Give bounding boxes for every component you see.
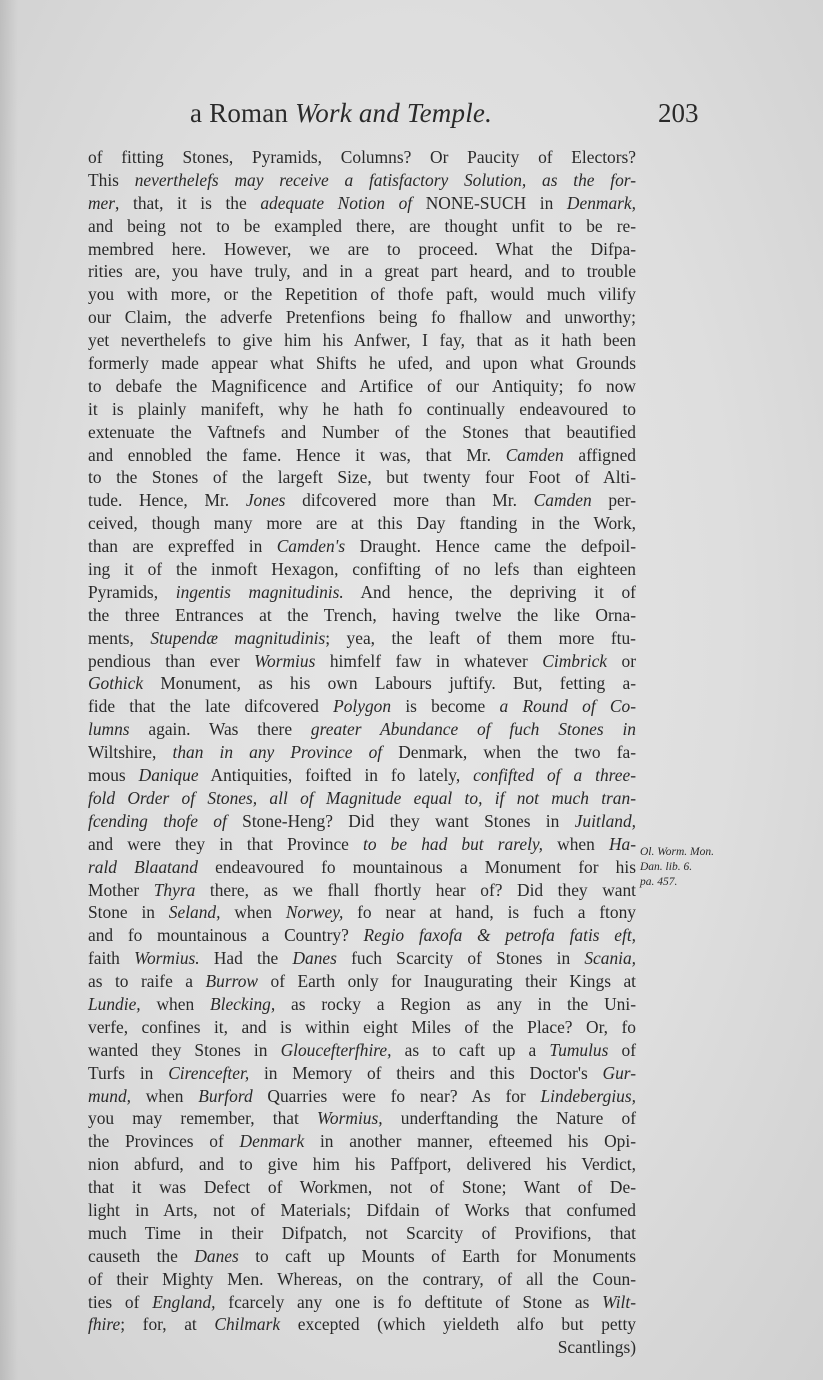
- text-line: [88, 215, 636, 238]
- italic-run: fcending thofe of: [88, 810, 227, 831]
- text-run: Pyramids,: [88, 581, 176, 602]
- text-line: [88, 741, 636, 764]
- italic-run: Wormius,: [317, 1108, 383, 1129]
- text-run: as to raife a: [88, 971, 206, 992]
- italic-run: Denmark: [239, 1131, 305, 1152]
- italic-run: mer: [88, 192, 116, 213]
- text-run: as to caft up a: [391, 1039, 550, 1060]
- text-line: [88, 169, 636, 192]
- text-run: extenuate the Vaftnefs and Number of the Stones that beautified: [88, 421, 636, 442]
- text-run: light in Arts, not of Materials; Difdain of Works that confumed: [88, 1199, 636, 1220]
- text-run: Wiltshire,: [88, 742, 173, 763]
- text-line: [88, 947, 636, 970]
- text-line: [88, 329, 636, 352]
- text-line: [88, 421, 636, 444]
- text-run: the Provinces of: [88, 1131, 240, 1152]
- italic-run: Burrow: [205, 971, 259, 992]
- italic-run: Norwey,: [285, 902, 344, 923]
- italic-run: Burford: [198, 1085, 253, 1106]
- text-line: [88, 535, 636, 558]
- text-line: [88, 444, 636, 467]
- text-line: [88, 1085, 636, 1108]
- italic-run: Denmark,: [566, 192, 636, 213]
- italic-run: Stupendæ magnitudinis: [150, 627, 326, 648]
- text-line: [88, 627, 636, 650]
- text-run: when: [543, 833, 609, 854]
- text-line: [88, 764, 636, 787]
- italic-run: ingentis magnitudinis.: [175, 581, 344, 602]
- text-line: [88, 993, 636, 1016]
- italic-run: Wormius: [254, 650, 316, 671]
- text-run: ; yea, the leaft of them more ftu-: [325, 627, 636, 648]
- text-line: [88, 1291, 636, 1314]
- italic-run: fhire: [88, 1314, 121, 1335]
- text-run: of their Mighty Men. Whereas, on the contrary, of all the Coun-: [88, 1268, 636, 1289]
- text-line: [88, 283, 636, 306]
- text-run: causeth the: [88, 1245, 195, 1266]
- text-run: there, as we fhall fhortly hear of? Did they want: [195, 879, 636, 900]
- text-run: Antiquities, foifted in fo lately,: [198, 765, 474, 786]
- italic-run: mund,: [88, 1085, 131, 1106]
- text-line: [88, 718, 636, 741]
- text-line: [88, 466, 636, 489]
- text-line: [88, 581, 636, 604]
- text-line: [88, 192, 636, 215]
- italic-run: Camden's: [276, 536, 346, 557]
- text-line: [88, 901, 636, 924]
- text-line: [88, 1245, 636, 1268]
- text-run: Stone in: [88, 902, 169, 923]
- text-line: [88, 146, 636, 169]
- text-run: himfelf faw in whatever: [315, 650, 543, 671]
- text-run: and fo mountainous a Country?: [88, 925, 364, 946]
- text-run: much Time in their Difpatch, not Scarcity of Provifions, that: [88, 1222, 636, 1243]
- text-run: pendious than ever: [88, 650, 255, 671]
- italic-run: Tumulus: [549, 1039, 609, 1060]
- running-head: [190, 98, 492, 129]
- margin-note-line: Dan. lib. 6.: [640, 861, 693, 873]
- text-run: or: [607, 650, 637, 671]
- italic-run: England,: [152, 1291, 216, 1312]
- text-run: Scantlings): [557, 1337, 636, 1358]
- text-run: of fitting Stones, Pyramids, Columns? Or Paucity of Electors?: [88, 147, 636, 167]
- text-run: This: [88, 169, 135, 190]
- italic-run: a Round of Co-: [499, 696, 636, 717]
- text-run: is become: [391, 696, 500, 717]
- text-line: [88, 489, 636, 512]
- text-run: affigned: [563, 444, 636, 465]
- text-run: Turfs in: [88, 1062, 169, 1083]
- text-run: fcarcely any one is fo deftitute of Stone as: [215, 1291, 603, 1312]
- text-run: when: [131, 1085, 199, 1106]
- text-line: [88, 604, 636, 627]
- text-line: [88, 833, 636, 856]
- italic-run: Cirencefter,: [168, 1062, 250, 1083]
- text-run: wanted they Stones in: [88, 1039, 281, 1060]
- text-run: and ennobled the fame. Hence it was, that Mr.: [88, 444, 506, 465]
- text-run: faith: [88, 948, 135, 969]
- italic-run: Polygon: [333, 696, 392, 717]
- italic-run: Blecking,: [210, 993, 276, 1014]
- text-line: [88, 1062, 636, 1085]
- italic-run: Wormius.: [134, 948, 200, 969]
- text-line: [88, 1199, 636, 1222]
- text-run: again. Was there: [129, 719, 311, 740]
- text-run: to the Stones of the largeft Size, but twenty four Foot of Alti-: [88, 467, 636, 488]
- text-run: Mother: [88, 879, 154, 900]
- text-line: [88, 375, 636, 398]
- text-run: verfe, confines it, and is within eight Miles of the Place? Or, fo: [88, 1016, 636, 1037]
- italic-run: Danes: [194, 1245, 239, 1266]
- body-text: [88, 146, 636, 1359]
- text-line: [88, 306, 636, 329]
- italic-run: Chilmark: [214, 1314, 281, 1335]
- text-run: and were they in that Province: [88, 833, 364, 854]
- text-run: Draught. Hence came the defpoil-: [345, 536, 637, 557]
- italic-run: lumns: [88, 719, 130, 740]
- text-line: [88, 810, 636, 833]
- text-run: Had the: [199, 948, 293, 969]
- text-run: Quarries were fo near? As for: [252, 1085, 541, 1106]
- text-run: tude. Hence, Mr.: [88, 490, 246, 511]
- text-line: [88, 879, 636, 902]
- italic-run: Lindebergius,: [540, 1085, 636, 1106]
- text-run: Stone-Heng? Did they want Stones in: [226, 810, 575, 831]
- text-run: to caft up Mounts of Earth for Monuments: [238, 1245, 637, 1266]
- italic-run: Gothick: [88, 673, 144, 694]
- text-run: formerly made appear what Shifts he ufed, and upon what Grounds: [88, 353, 636, 374]
- text-line: [88, 238, 636, 261]
- text-run: , that, it is the: [115, 192, 261, 213]
- running-head-plain: a Roman: [190, 98, 296, 128]
- italic-run: Jones: [245, 490, 286, 511]
- text-run: ing it of the inmoft Hexagon, confifting of no lefs than eighteen: [88, 559, 636, 580]
- text-run: Denmark, when the two fa-: [382, 742, 637, 763]
- text-line: [88, 512, 636, 535]
- italic-run: Danes: [292, 948, 337, 969]
- text-line: [88, 1107, 636, 1130]
- italic-run: Seland,: [168, 902, 221, 923]
- italic-run: Thyra: [153, 879, 196, 900]
- text-line: [88, 352, 636, 375]
- text-line: [88, 1039, 636, 1062]
- text-run: of: [608, 1039, 636, 1060]
- text-run: when: [140, 993, 210, 1014]
- text-line: [88, 1153, 636, 1176]
- italic-run: Gur-: [602, 1062, 636, 1083]
- italic-run: Camden: [505, 444, 564, 465]
- text-run: nion abfurd, and to give him his Paffport, delivered his Verdict,: [88, 1154, 636, 1175]
- text-line: [88, 1313, 636, 1336]
- text-line: [88, 856, 636, 879]
- text-run: as rocky a Region as any in the Uni-: [275, 993, 636, 1014]
- text-line: [88, 1268, 636, 1291]
- text-run: ; for, at: [120, 1314, 215, 1335]
- text-line: [88, 672, 636, 695]
- italic-run: rald Blaatand: [88, 856, 198, 877]
- italic-run: Wilt-: [602, 1291, 636, 1312]
- page-number: 203: [658, 98, 699, 128]
- text-line: [88, 1336, 636, 1359]
- italic-run: Danique: [138, 765, 199, 786]
- text-line: [88, 650, 636, 673]
- text-run: rities are, you have truly, and in a great part heard, and to trouble: [88, 261, 636, 282]
- italic-run: adequate Notion of: [260, 192, 413, 213]
- text-run: fo near at hand, is fuch a ftony: [343, 902, 636, 923]
- text-run: ties of: [88, 1291, 153, 1312]
- text-line: [88, 558, 636, 581]
- italic-run: Juitland,: [574, 810, 636, 831]
- italic-run: Cimbrick: [542, 650, 608, 671]
- text-run: of Earth only for Inaugurating their Kings at: [258, 971, 636, 992]
- page-header: [0, 98, 823, 138]
- text-run: in Memory of theirs and this Doctor's: [249, 1062, 603, 1083]
- text-line: [88, 970, 636, 993]
- text-line: [88, 1130, 636, 1153]
- margin-note-line: pa. 457.: [640, 876, 678, 888]
- text-run: endeavoured fo mountainous a Monument for his: [197, 856, 636, 877]
- text-run: ments,: [88, 627, 151, 648]
- italic-run: greater Abundance of fuch Stones in: [310, 719, 636, 740]
- text-run: difcovered more than Mr.: [285, 490, 534, 511]
- text-line: [88, 1222, 636, 1245]
- italic-run: neverthelefs may receive a fatisfactory Solution, as the for-: [134, 169, 637, 190]
- text-run: Monument, as his own Labours juftify. But, fetting a-: [143, 673, 636, 694]
- text-run: when: [220, 902, 286, 923]
- margin-note-line: Ol. Worm. Mon.: [640, 846, 715, 858]
- text-run: than are expreffed in: [88, 536, 277, 557]
- italic-run: Gloucefterfhire,: [280, 1039, 392, 1060]
- text-line: [88, 1176, 636, 1199]
- text-run: and being not to be exampled there, are thought unfit to be re-: [88, 215, 636, 236]
- text-line: [88, 1016, 636, 1039]
- text-run: excepted (which yieldeth alfo but petty: [280, 1314, 636, 1335]
- text-line: [88, 398, 636, 421]
- text-run: to debafe the Magnificence and Artifice of our Antiquity; fo now: [88, 375, 636, 396]
- text-run: fuch Scarcity of Stones in: [336, 948, 585, 969]
- italic-run: than in any Province of: [172, 742, 383, 763]
- text-run: that it was Defect of Workmen, not of Stone; Want of De-: [88, 1177, 636, 1198]
- text-run: underftanding the Nature of: [382, 1108, 636, 1129]
- text-line: [88, 787, 636, 810]
- text-run: yet neverthelefs to give him his Anfwer, I fay, that as it hath been: [88, 330, 636, 351]
- italic-run: confifted of a three-: [473, 765, 636, 786]
- text-run: our Claim, the adverfe Pretenfions being fo fhallow and unworthy;: [88, 307, 636, 328]
- text-run: in another manner, efteemed his Opi-: [304, 1131, 636, 1152]
- italic-run: fold Order of Stones, all of Magnitude equal to, if not much tran-: [88, 787, 636, 808]
- italic-run: to be had but rarely,: [363, 833, 544, 854]
- text-run: And hence, the depriving it of: [343, 581, 636, 602]
- text-run: you with more, or the Repetition of thofe paft, would much vilify: [88, 284, 636, 305]
- text-run: NONE-SUCH in: [412, 192, 567, 213]
- italic-run: Camden: [533, 490, 592, 511]
- text-run: mous: [88, 765, 139, 786]
- italic-run: Regio faxofa & petrofa fatis eft,: [363, 925, 637, 946]
- text-run: the three Entrances at the Trench, having twelve the like Orna-: [88, 604, 636, 625]
- italic-run: Scania,: [584, 948, 637, 969]
- margin-note: [640, 845, 730, 890]
- text-run: you may remember, that: [88, 1108, 318, 1129]
- italic-run: Ha-: [608, 833, 636, 854]
- text-run: per-: [591, 490, 637, 511]
- text-run: membred here. However, we are to proceed. What the Difpa-: [88, 238, 636, 259]
- text-run: fide that the late difcovered: [88, 696, 334, 717]
- text-line: [88, 924, 636, 947]
- text-line: [88, 695, 636, 718]
- running-head-italic: Work and Temple.: [295, 98, 493, 128]
- text-run: it is plainly manifeft, why he hath fo continually endeavoured to: [88, 398, 636, 419]
- italic-run: Lundie,: [88, 993, 141, 1014]
- text-run: ceived, though many more are at this Day ftanding in the Work,: [88, 513, 636, 534]
- text-line: [88, 260, 636, 283]
